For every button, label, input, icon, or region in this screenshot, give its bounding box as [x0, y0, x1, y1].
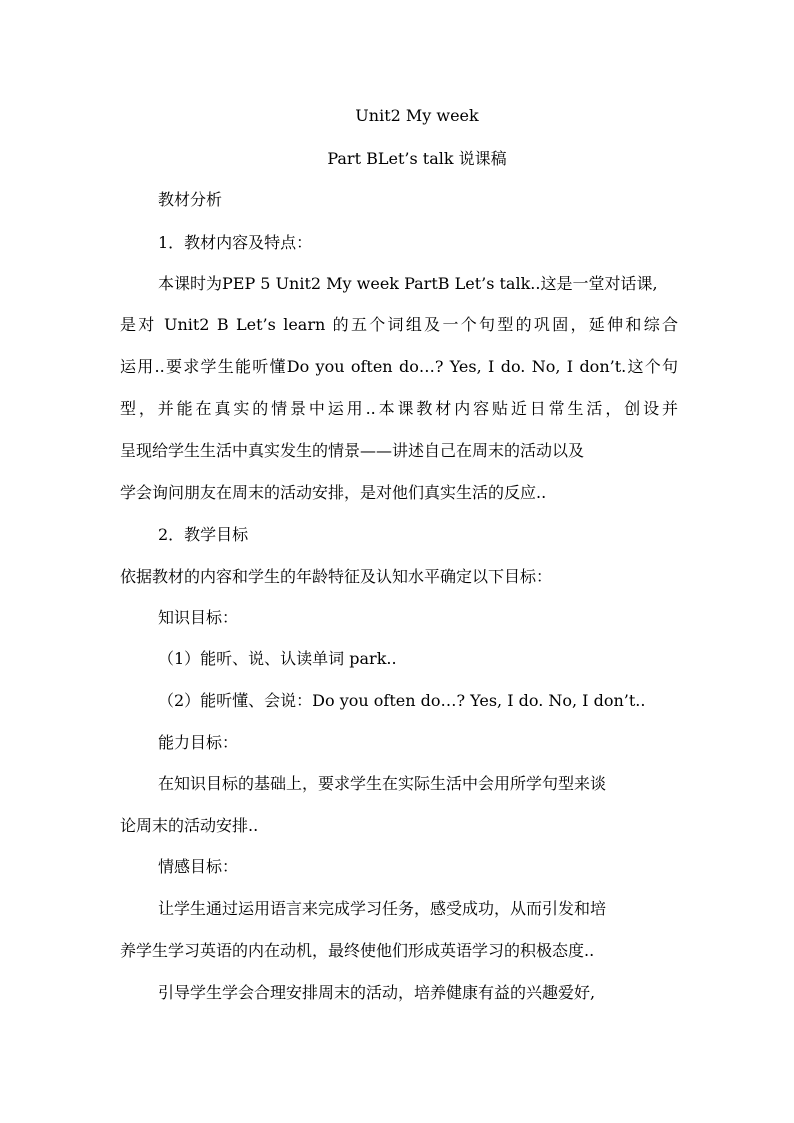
ability-heading: 能力目标： — [158, 733, 239, 752]
emotion-para-line-2: 养学生学习英语的内在动机，最终使他们形成英语学习的积极态度.. — [120, 941, 595, 960]
item2-heading: 2．教学目标 — [158, 525, 249, 544]
section-heading-analysis: 教材分析 — [158, 190, 223, 209]
goals-intro: 依据教材的内容和学生的年龄特征及认知水平确定以下目标： — [120, 567, 553, 586]
emotion-heading: 情感目标： — [158, 857, 239, 876]
item1-heading: 1．教材内容及特点： — [158, 233, 313, 252]
para1-line-3: 运用..要求学生能听懂Do you often do…? Yes, I do. No, I don’t.这个句 — [120, 357, 678, 376]
knowledge-item-2: （2）能听懂、会说：Do you often do…? Yes, I do. No, I don’t.. — [158, 691, 646, 710]
para1-line-5: 呈现给学生生活中真实发生的情景——讲述自己在周末的活动以及 — [120, 441, 585, 460]
document-title: Unit2 My week — [355, 106, 479, 125]
para1-line-2: 是对 Unit2 B Let’s learn 的五个词组及一个句型的巩固，延伸和综合 — [120, 315, 678, 334]
para1-line-1: 本课时为PEP 5 Unit2 My week PartB Let’s talk..这是一堂对话课, — [158, 274, 658, 293]
ability-para-line-2: 论周末的活动安排.. — [120, 816, 259, 835]
knowledge-heading: 知识目标： — [158, 608, 239, 627]
para1-line-6: 学会询问朋友在周末的活动安排，是对他们真实生活的反应.. — [120, 483, 547, 502]
knowledge-item-1: （1）能听、说、认读单词 park.. — [158, 649, 397, 668]
ability-para-line-1: 在知识目标的基础上，要求学生在实际生活中会用所学句型来谈 — [158, 774, 607, 793]
emotion-para-line-1: 让学生通过运用语言来完成学习任务，感受成功，从而引发和培 — [158, 899, 607, 918]
para1-line-4: 型，并能在真实的情景中运用..本课教材内容贴近日常生活，创设并 — [120, 399, 678, 418]
emotion-para2-line-1: 引导学生学会合理安排周末的活动，培养健康有益的兴趣爱好, — [158, 983, 596, 1002]
document-subtitle: Part BLet’s talk 说课稿 — [327, 149, 507, 168]
